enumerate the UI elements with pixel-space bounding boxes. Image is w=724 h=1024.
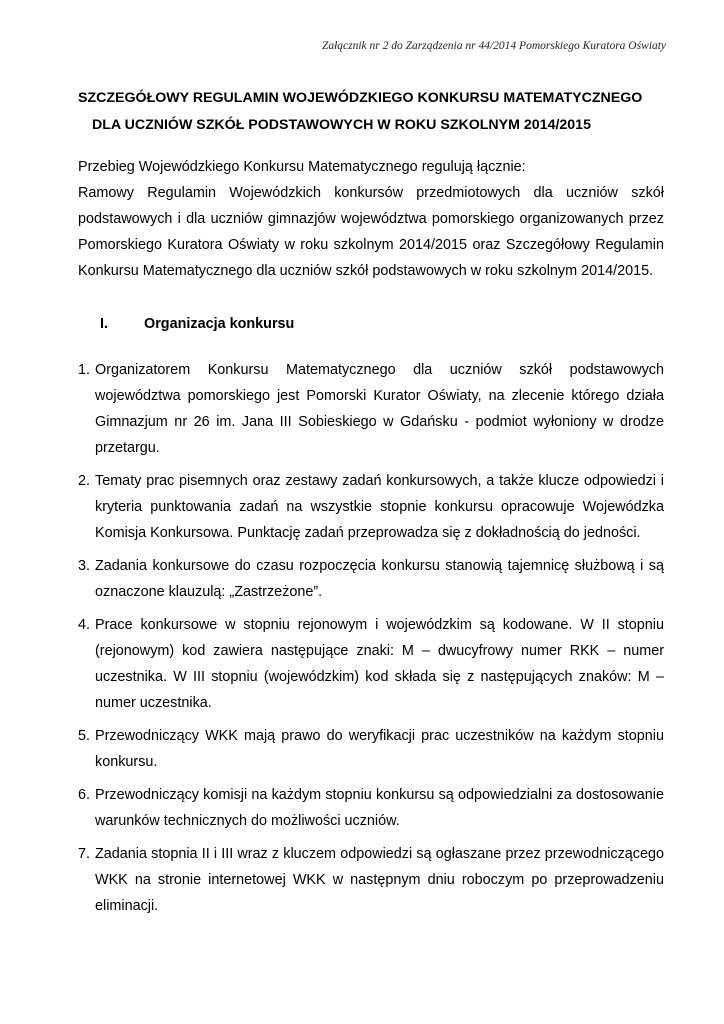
section-number: I. bbox=[100, 316, 108, 332]
list-item bbox=[78, 782, 664, 834]
document-title-line-1: SZCZEGÓŁOWY REGULAMIN WOJEWÓDZKIEGO KONKURSU MATEMATYCZNEGO bbox=[78, 90, 643, 106]
section-title: Organizacja konkursu bbox=[144, 316, 295, 332]
list-item-text: Zadania konkursowe do czasu rozpoczęcia konkursu stanowią tajemnicę służbową i są oznaczone klauzulą: „Zastrzeżone”. bbox=[95, 558, 664, 600]
list-item-number: 6. bbox=[78, 787, 91, 803]
rules-list bbox=[78, 357, 664, 919]
list-item-number: 3. bbox=[78, 558, 91, 574]
list-item-number: 5. bbox=[78, 728, 91, 744]
list-item-text: Zadania stopnia II i III wraz z kluczem odpowiedzi są ogłaszane przez przewodniczącego WKK na stronie internetowej WKK w następnym dniu roboczym po przeprowadzeniu eliminacji. bbox=[95, 846, 664, 914]
document-title-line-2: DLA UCZNIÓW SZKÓŁ PODSTAWOWYCH W ROKU SZKOLNYM 2014/2015 bbox=[92, 117, 591, 133]
list-item bbox=[78, 841, 664, 919]
list-item-number: 1. bbox=[78, 362, 91, 378]
intro-section bbox=[78, 154, 664, 284]
list-item-number: 7. bbox=[78, 846, 91, 862]
list-item-text: Prace konkursowe w stopniu rejonowym i wojewódzkim są kodowane. W II stopniu (rejonowym) kod zawiera następujące znaki: M – dwucyfrowy numer RKK – numer uczestnika. W III stopniu (wojewódzkim) kod składa się z następujących znaków: M – numer uczestnika. bbox=[95, 617, 664, 711]
section-heading bbox=[100, 311, 294, 337]
list-item bbox=[78, 468, 664, 546]
list-item bbox=[78, 723, 664, 775]
list-item-text: Przewodniczący komisji na każdym stopniu konkursu są odpowiedzialni za dostosowanie warunków technicznych do możliwości uczniów. bbox=[95, 787, 664, 829]
document-title bbox=[78, 85, 668, 139]
list-item bbox=[78, 612, 664, 716]
list-item-number: 2. bbox=[78, 473, 91, 489]
list-item-text: Przewodniczący WKK mają prawo do weryfikacji prac uczestników na każdym stopniu konkursu. bbox=[95, 728, 664, 770]
list-item bbox=[78, 553, 664, 605]
attachment-header-note: Załącznik nr 2 do Zarządzenia nr 44/2014 Pomorskiego Kuratora Oświaty bbox=[321, 40, 666, 52]
intro-paragraph: Ramowy Regulamin Wojewódzkich konkursów przedmiotowych dla uczniów szkół podstawowych i dla uczniów gimnazjów województwa pomorskiego organizowanych przez Pomorskiego Kuratora Oświaty w roku szkolnym 2014/2015 oraz Szczegółowy Regulamin Konkursu Matematycznego dla uczniów szkół podstawowych w roku szkolnym 2014/2015. bbox=[78, 185, 664, 279]
list-item bbox=[78, 357, 664, 461]
intro-line: Przebieg Wojewódzkiego Konkursu Matematycznego regulują łącznie: bbox=[78, 159, 526, 175]
list-item-number: 4. bbox=[78, 617, 91, 633]
list-item-text: Organizatorem Konkursu Matematycznego dla uczniów szkół podstawowych województwa pomorskiego jest Pomorski Kurator Oświaty, na zlecenie którego działa Gimnazjum nr 26 im. Jana III Sobieskiego w Gdańsku - podmiot wyłoniony w drodze przetargu. bbox=[95, 362, 664, 456]
list-item-text: Tematy prac pisemnych oraz zestawy zadań konkursowych, a także klucze odpowiedzi i kryteria punktowania zadań na wszystkie stopnie konkursu opracowuje Wojewódzka Komisja Konkursowa. Punktację zadań przeprowadza się z dokładnością do jedności. bbox=[95, 473, 664, 541]
